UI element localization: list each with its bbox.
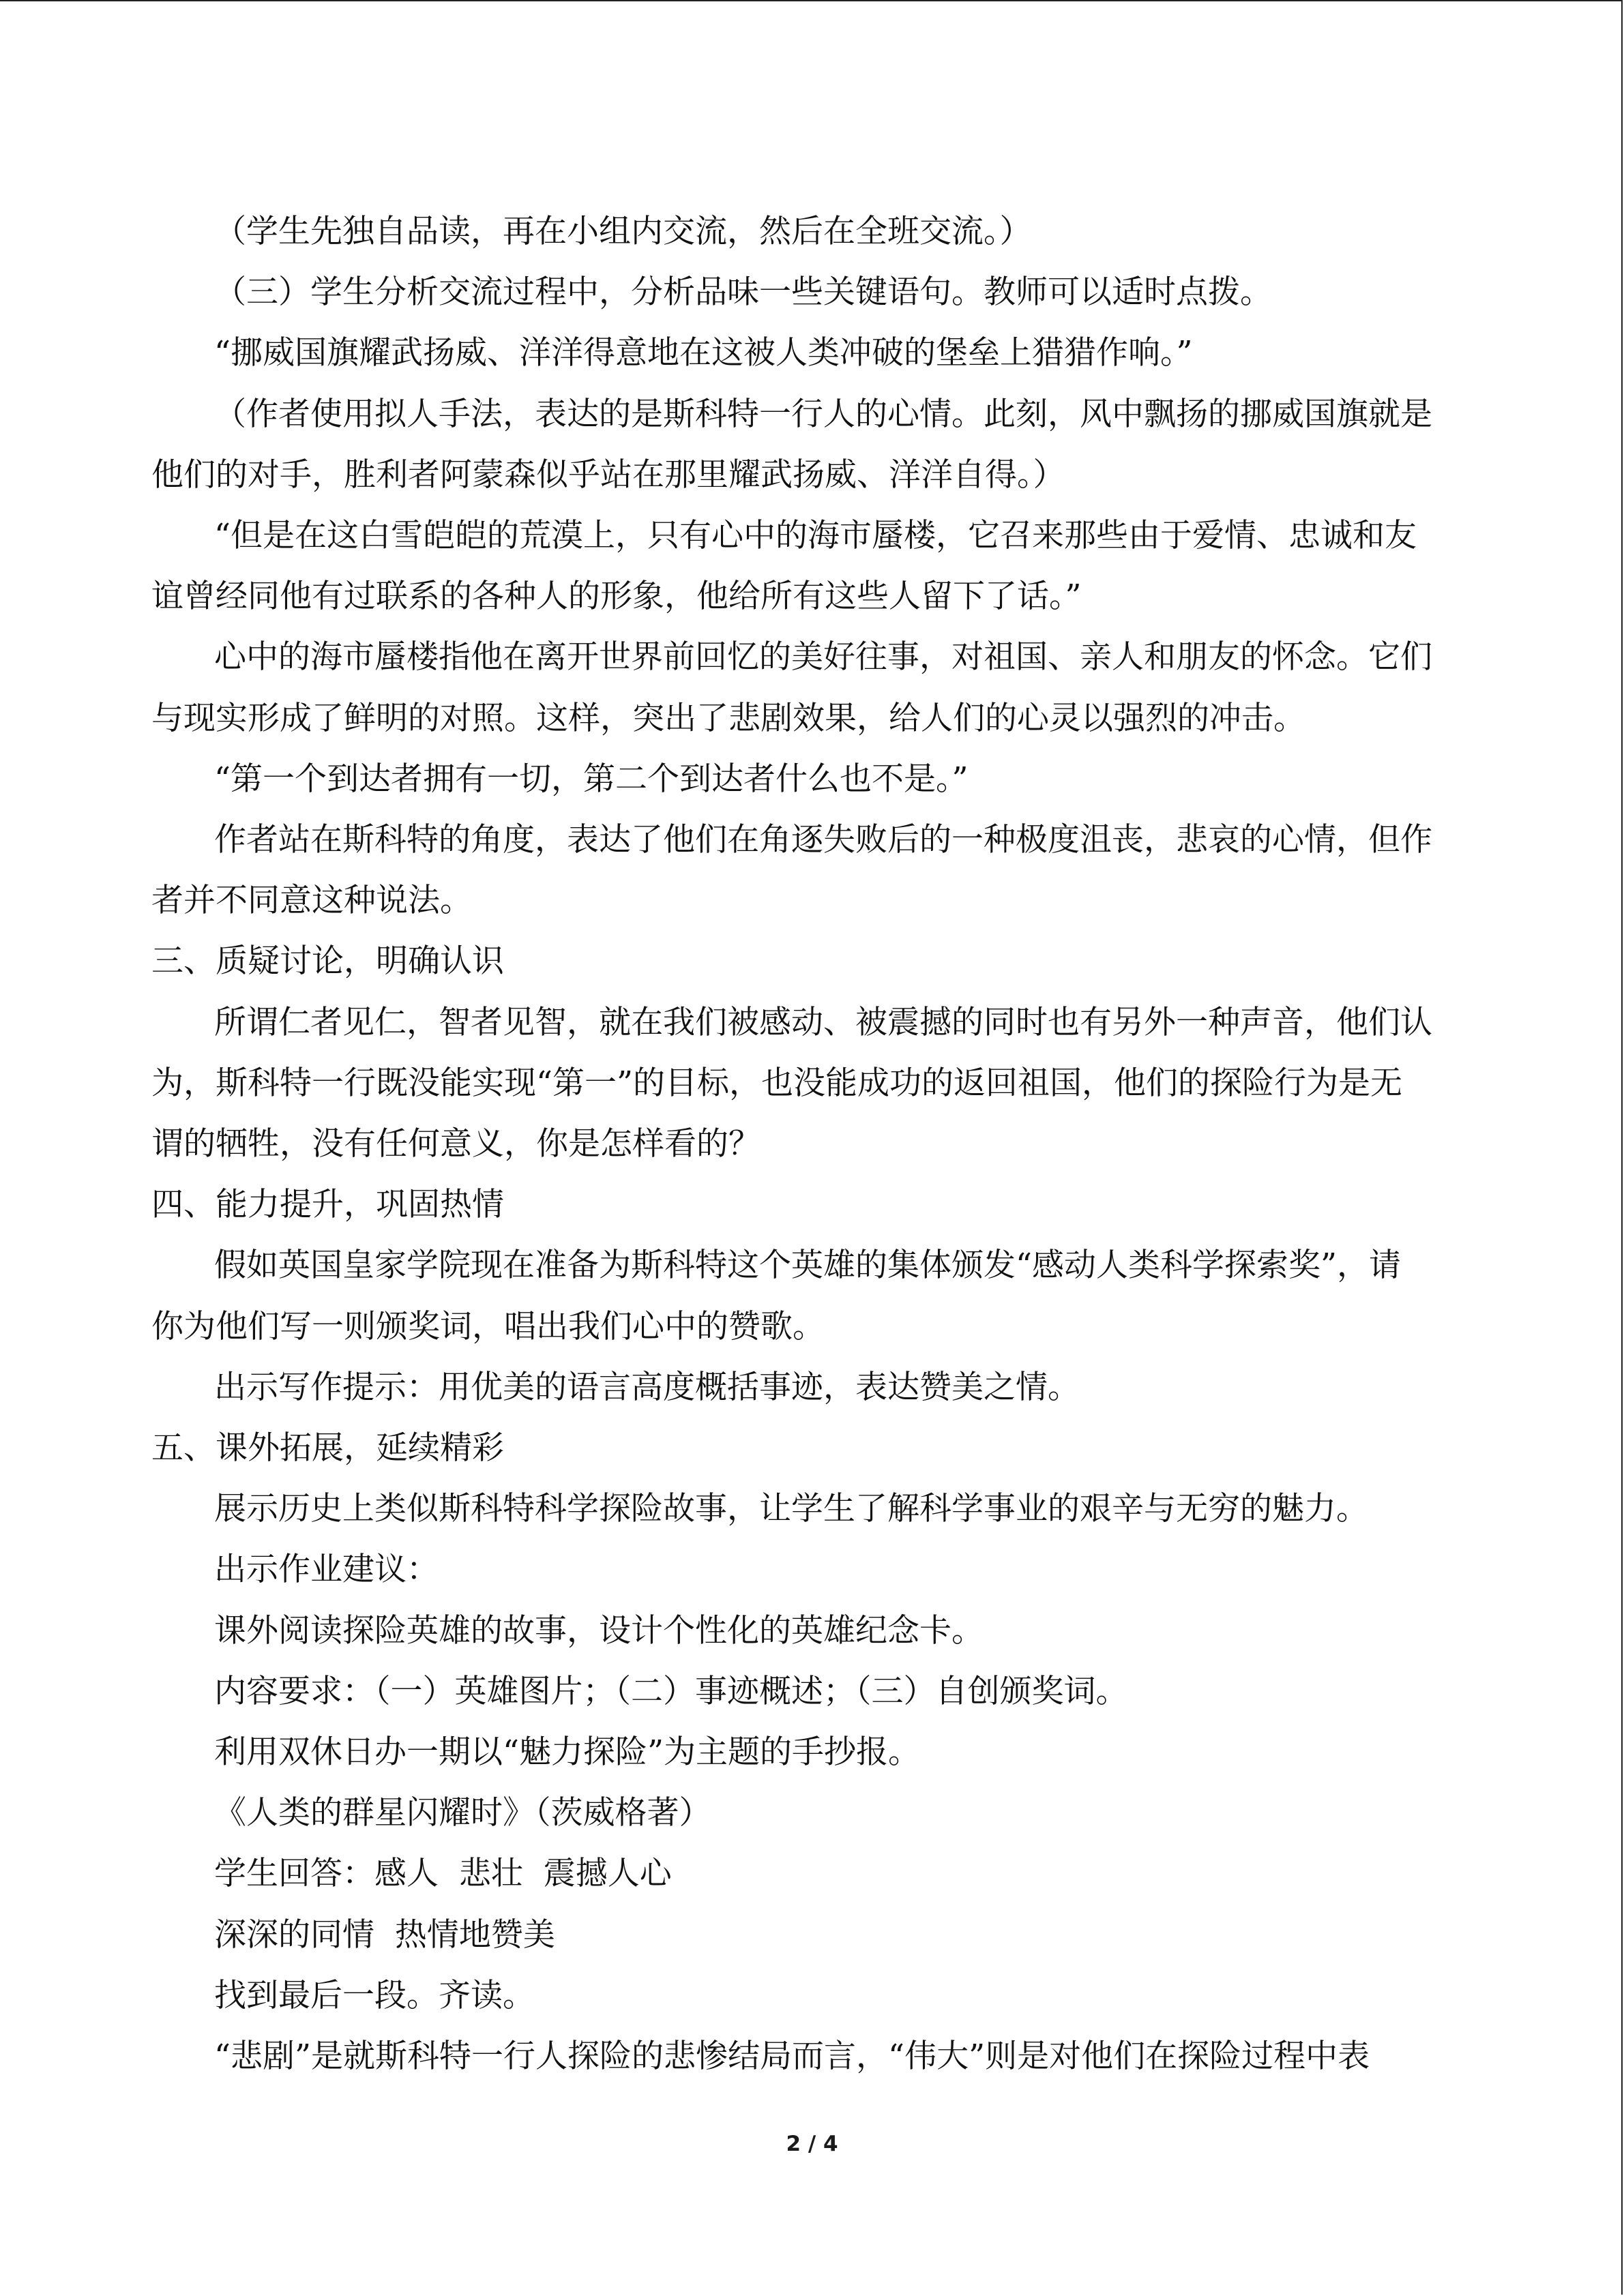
paragraph-line: 与现实形成了鲜明的对照。这样，突出了悲剧效果，给人们的心灵以强烈的冲击。: [151, 700, 1305, 737]
paragraph-line: （学生先独自品读，再在小组内交流，然后在全班交流。）: [214, 213, 1032, 250]
paragraph-line: 内容要求：（一）英雄图片；（二）事迹概述；（三）自创颁奖词。: [214, 1673, 1128, 1710]
paragraph-line: “但是在这白雪皑皑的荒漠上，只有心中的海市蜃楼，它召来那些由于爱情、忠诚和友: [214, 517, 1417, 554]
paragraph-line: 心中的海市蜃楼指他在离开世界前回忆的美好往事，对祖国、亲人和朋友的怀念。它们: [214, 638, 1432, 676]
section-heading: 五、课外拓展，延续精彩: [151, 1429, 504, 1467]
section-heading: 三、质疑讨论，明确认识: [151, 942, 504, 980]
paragraph-line: 他们的对手，胜利者阿蒙森似乎站在那里耀武扬威、洋洋自得。）: [151, 456, 1065, 494]
page-number: 2 / 4: [786, 2132, 838, 2156]
paragraph-line: 出示写作提示：用优美的语言高度概括事迹，表达赞美之情。: [214, 1369, 1080, 1406]
paragraph-line: 展示历史上类似斯科特科学探险故事，让学生了解科学事业的艰辛与无穷的魅力。: [214, 1490, 1368, 1527]
paragraph-line: 者并不同意这种说法。: [151, 882, 472, 919]
paragraph-line: （作者使用拟人手法，表达的是斯科特一行人的心情。此刻，风中飘扬的挪威国旗就是: [214, 396, 1432, 433]
paragraph-line: 《人类的群星闪耀时》（茨威格著）: [214, 1794, 711, 1832]
paragraph-line: 假如英国皇家学院现在准备为斯科特这个英雄的集体颁发“感动人类科学探索奖”，请: [214, 1247, 1402, 1284]
paragraph-line: 找到最后一段。齐读。: [214, 1977, 535, 2014]
paragraph-line: “悲剧”是就斯科特一行人探险的悲惨结局而言，“伟大”则是对他们在探险过程中表: [214, 2038, 1370, 2075]
paragraph-line: 谓的牺牲，没有任何意义，你是怎样看的？: [151, 1125, 761, 1163]
paragraph-line: 课外阅读探险英雄的故事，设计个性化的英雄纪念卡。: [214, 1612, 984, 1650]
paragraph-line: 深深的同情 热情地赞美: [214, 1916, 555, 1954]
paragraph-line: 为，斯科特一行既没能实现“第一”的目标，也没能成功的返回祖国，他们的探险行为是无: [151, 1064, 1403, 1102]
paragraph-line: “挪威国旗耀武扬威、洋洋得意地在这被人类冲破的堡垒上猎猎作响。”: [214, 334, 1193, 372]
paragraph-line: 出示作业建议：: [214, 1551, 439, 1588]
paragraph-line: 利用双休日办一期以“魅力探险”为主题的手抄报。: [214, 1733, 921, 1771]
paragraph-line: 你为他们写一则颁奖词，唱出我们心中的赞歌。: [151, 1308, 825, 1345]
paragraph-line: 作者站在斯科特的角度，表达了他们在角逐失败后的一种极度沮丧，悲哀的心情，但作: [214, 821, 1432, 859]
paragraph-line: （三）学生分析交流过程中，分析品味一些关键语句。教师可以适时点拨。: [214, 273, 1272, 311]
paragraph-line: 谊曾经同他有过联系的各种人的形象，他给所有这些人留下了话。”: [151, 578, 1082, 615]
paragraph-line: 所谓仁者见仁，智者见智，就在我们被感动、被震撼的同时也有另外一种声音，他们认: [214, 1004, 1432, 1041]
paragraph-line: “第一个到达者拥有一切，第二个到达者什么也不是。”: [214, 760, 969, 798]
section-heading: 四、能力提升，巩固热情: [151, 1186, 504, 1223]
paragraph-line: 学生回答：感人 悲壮 震撼人心: [214, 1855, 672, 1892]
